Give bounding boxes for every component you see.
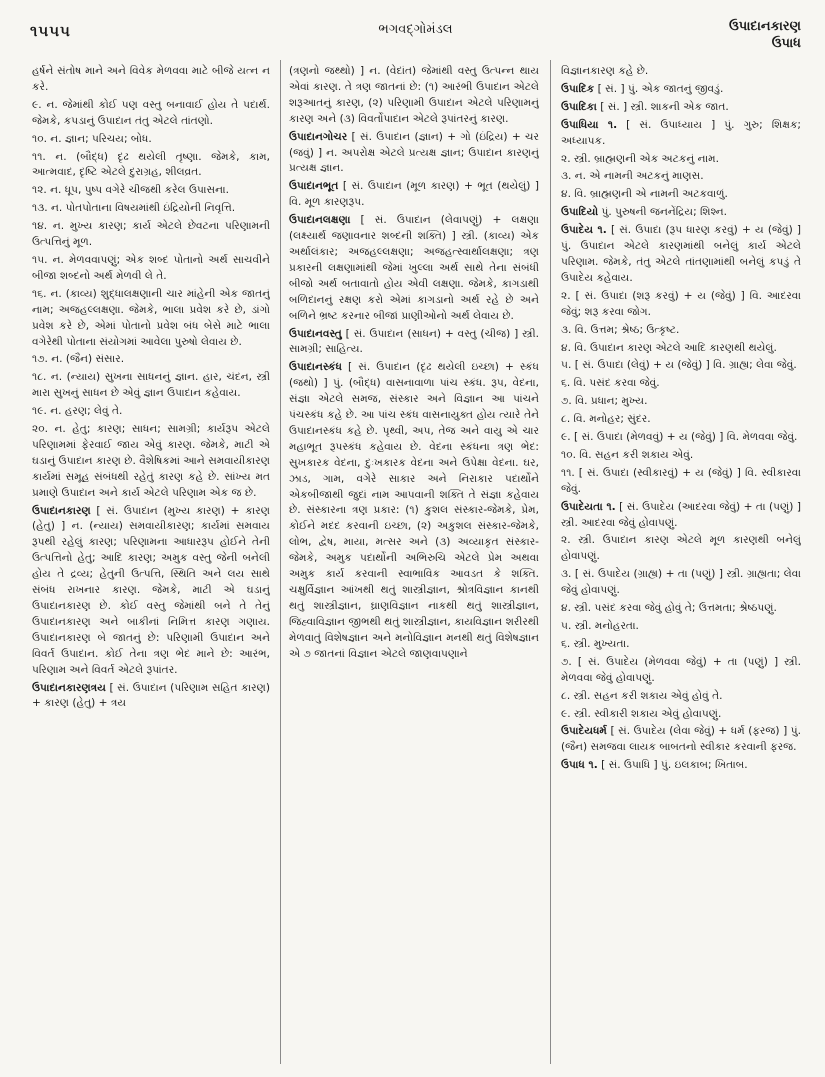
entry-definition: ૩. ન. એ નામની અટકનું માણસ. bbox=[561, 170, 704, 183]
entry-headword: ઉપાદાનકારણત્રય bbox=[32, 681, 106, 694]
dictionary-entry bbox=[561, 412, 801, 428]
entry-definition: ૧૧. [ સં. ઉપાદા (સ્વીકારવું) + ય (જેવું) ] વિ. સ્વીકારવા જેવું. bbox=[561, 466, 801, 495]
entry-headword: ઉપાધિયા ૧. bbox=[561, 118, 618, 131]
column-divider bbox=[550, 60, 551, 1064]
entry-definition: ૪. સ્ત્રી. પસંદ કરવા જેવું હોવું તે; ઉત્તમતા; શ્રેષ્ઠપણું. bbox=[561, 602, 777, 615]
entry-headword: ઉપાદાનસ્કંધ bbox=[289, 361, 342, 374]
dictionary-entry bbox=[289, 213, 539, 324]
entry-definition: ૫. [ સં. ઉપાદા (લેવું) + ય (જેવું) ] વિ. ગ્રાહ્ય; લેવા જેવું. bbox=[561, 359, 797, 372]
dictionary-entry bbox=[561, 323, 801, 339]
entry-headword: ઉપાદિક bbox=[561, 82, 595, 95]
dictionary-entry bbox=[561, 187, 801, 203]
entry-definition: ૩. [ સં. ઉપાદેય (ગ્રાહ્ય) + તા (પણું) ] સ્ત્રી. ગ્રાહ્યતા; લેવા જેવું હોવાપણું. bbox=[561, 568, 801, 597]
entry-definition: [ સં. ઉપાદેય (લેવા જેવું) + ધર્મ (ફરજ) ] પું. (જૈન) સમજવા લાયક બાબતનો સ્વીકાર કરવાની ફરજ. bbox=[561, 725, 801, 754]
entry-headword: ઉપાદેયધર્મ bbox=[561, 725, 607, 738]
entry-definition: ૮. વિ. મનોહર; સુંદર. bbox=[561, 413, 651, 426]
entry-definition: ૨. [ સં. ઉપાદા (શરૂ કરવું) + ય (જેવું) ] વિ. આદરવા જેવું; શરૂ કરવા જોગ. bbox=[561, 289, 801, 318]
entry-definition: ૧૬. ન. (કાવ્ય) શુદ્ધાલક્ષણાની ચાર માંહેની એક જાતનું નામ; અજહલ્લક્ષણા. જેમકે, ભાલા પ્રવેશ કરે છે, ડાંગો પ્રવેશ કરે છે, એમાં પોતાનો પ્રવેશ બંધ બેસે માટે ભાલા વગેરેથી પોતાના સંયોગમાં આવેલા પુરુષો લેવાય છે. bbox=[32, 287, 270, 348]
dictionary-entry bbox=[289, 64, 539, 128]
entry-headword: ઉપાદિયો bbox=[561, 206, 599, 219]
guide-word-first: ઉપાદાનકારણ bbox=[728, 19, 801, 34]
entry-definition: ૧૨. ન. ધૂપ, પુષ્પ વગેરે ચીજથી કરેલ ઉપાસના. bbox=[32, 184, 229, 197]
page-title: ભગવદ્ગોમંડલ bbox=[378, 22, 453, 37]
column-divider bbox=[280, 60, 281, 1064]
dictionary-entry bbox=[32, 201, 270, 217]
entry-definition: [ સં. ઉપાદાન (દૃઢ થયેલી ઇચ્છા) + સ્કંધ (જથો) ] પું. (બૌદ્ધ) વાસનાવાળા પાંચ સ્કંધ. રૂપ, વેદના, સંજ્ઞા એટલે સમજ, સંસ્કાર અને વિજ્ઞાન આ પાંચને પંચસ્કંધ કહે છે. આ પાંચ સ્કંધ વાસનાયુક્ત હોય ત્યારે તેને ઉપાદાનસ્કંધ કહે છે. પૃથ્વી, અપ, તેજ અને વાયુ એ ચાર મહાભૂત રૂપસ્કંધ કહેવાય છે. વેદના સ્કંધના ત્રણ ભેદ: સુખકારક વેદના, દુઃખકારક વેદના અને ઉપેક્ષા વેદના. ઘર, ઝાડ, ગામ, વગેરે સાકાર અને નિરાકાર પદાર્થોને એકબીજાથી જુદાં નામ આપવાની શક્તિ તે સંજ્ઞા કહેવાય છે. સંસ્કારના ત્રણ પ્રકાર: (૧) કુશલ સંસ્કાર-જેમકે, પ્રેમ, કોઈને મદદ કરવાની ઇચ્છા, (૨) અકુશલ સંસ્કાર-જેમકે, લોભ, દ્વેષ, માયા, મત્સર અને (૩) અવ્યાકૃત સંસ્કાર-જેમકે, અમુક પદાર્થોની અભિરુચિ એટલે પ્રેમ અથવા અમુક કાર્ય કરવાની સ્વાભાવિક આવડત કે શક્તિ. ચક્ષુર્વિજ્ઞાન આંખથી થતું શાસ્ત્રીજ્ઞાન, શ્રોત્રવિજ્ઞાન કાનથી થતું શાસ્ત્રીજ્ઞાન, ઘ્રાણવિજ્ઞાન નાકથી થતું શાસ્ત્રીજ્ઞાન, જિહ્વાવિજ્ઞાન જીભથી થતું શાસ્ત્રીજ્ઞાન, કાયવિજ્ઞાન શરીરથી મેળવાતું વિશેષજ્ઞાન અને મનોવિજ્ઞાન મનથી થતું વિશેષજ્ઞાન એ ૭ જાતનાં વિજ્ઞાન એટલે જાણવાપણાને bbox=[289, 361, 539, 660]
entry-definition: ૧૩. ન. પોતપોતાના વિષયમાંથી ઇંદ્રિયોની નિવૃત્તિ. bbox=[32, 202, 236, 215]
entry-definition: ૬. વિ. પસંદ કરવા જેવું. bbox=[561, 377, 660, 390]
dictionary-entry bbox=[289, 179, 539, 211]
entry-definition: [ સં. ઉપાદાન (પરિણામ સહિત કારણ) + કારણ (હેતુ) + ત્રય bbox=[32, 681, 270, 710]
entry-definition: ૧૦. ન. જ્ઞાન; પરિચય; બોધ. bbox=[32, 132, 152, 145]
entry-definition: ૯. સ્ત્રી. સ્વીકારી શકાય એવું હોવાપણું. bbox=[561, 707, 722, 720]
dictionary-entry bbox=[561, 152, 801, 168]
entry-definition: ૧૯. ન. હરણ; લેવું તે. bbox=[32, 405, 123, 418]
dictionary-entry bbox=[32, 287, 270, 351]
dictionary-entry bbox=[561, 169, 801, 185]
entry-definition: ૪. વિ. બ્રાહ્મણની એ નામની અટકવાળું. bbox=[561, 188, 728, 201]
entry-definition: [ સં. ઉપાધ્યાય ] પું. ગુરુ; શિક્ષક; અધ્યાપક. bbox=[561, 118, 801, 147]
entry-headword: ઉપાદેયતા ૧. bbox=[561, 500, 616, 513]
dictionary-entry bbox=[561, 533, 801, 565]
dictionary-entry bbox=[561, 100, 801, 116]
dictionary-entry bbox=[561, 118, 801, 150]
entry-definition: પું. પુરુષની જનનેંદ્રિય; શિશ્ન. bbox=[598, 206, 728, 219]
entry-definition: ૧૦. વિ. સહન કરી શકાય એવું. bbox=[561, 448, 694, 461]
entry-definition: ૨. સ્ત્રી. બ્રાહ્મણની એક અટકનું નામ. bbox=[561, 152, 719, 165]
dictionary-entry bbox=[289, 327, 539, 359]
dictionary-entry bbox=[561, 82, 801, 98]
column-right bbox=[561, 64, 801, 1064]
dictionary-entry bbox=[32, 422, 270, 502]
entry-headword: ઉપાધ ૧. bbox=[561, 759, 598, 772]
dictionary-entry bbox=[561, 376, 801, 392]
dictionary-entry bbox=[561, 689, 801, 705]
dictionary-entry bbox=[561, 567, 801, 599]
dictionary-entry bbox=[561, 64, 801, 80]
entry-definition: [ સં. ઉપાધિ ] પું. ઇલકાબ; ખિતાબ. bbox=[597, 759, 748, 772]
column-left bbox=[32, 64, 270, 1064]
dictionary-entry bbox=[561, 358, 801, 374]
dictionary-entry bbox=[561, 205, 801, 221]
entry-definition: ૮. સ્ત્રી. સહન કરી શકાય એવું હોવું તે. bbox=[561, 689, 723, 702]
entry-headword: ઉપાદાનભૂત bbox=[289, 180, 339, 193]
dictionary-entry bbox=[32, 219, 270, 251]
guide-words bbox=[729, 18, 801, 52]
guide-word-last: ઉપાધ bbox=[771, 36, 801, 51]
entry-definition: [ સં. ઉપાદાન (જ્ઞાન) + ગો (ઇંદ્રિય) + ચર (જવું) ] ન. અપરોક્ષ એટલે પ્રત્યક્ષ જ્ઞાન; ઉપાદાન કારણનું પ્રત્યક્ષ જ્ઞાન. bbox=[289, 130, 539, 175]
entry-definition: ૨૦. ન. હેતુ; કારણ; સાધન; સામગ્રી; કાર્યરૂપ એટલે પરિણામમાં ફેરવાઈ જાય એવું કારણ. જેમકે, માટી એ ઘડાનું ઉપાદાન કારણ છે. વૈશેષિકમાં આને સમવાયીકારણ કાર્યમાં સમૂહ સંબંધથી રહેતું કારણ કહે છે. સાંખ્ય મત પ્રમાણે ઉપાદાન અને કાર્ય એટલે પરિણામ એક જ છે. bbox=[32, 423, 270, 499]
dictionary-entry bbox=[561, 724, 801, 756]
dictionary-entry bbox=[32, 504, 270, 679]
entry-definition: (ત્રણનો જથ્થો) ] ન. (વેદાંત) જેમાંથી વસ્તુ ઉત્પન્ન થાય એવાં કારણ. તે ત્રણ જાતનાં છે: (૧) આરંભી ઉપાદાન એટલે શરૂઆતનું કારણ, (૨) પરિણામી ઉપાદાન એટલે પરિણામનું કારણ અને (૩) વિવર્તોપાદાન એટલે રૂપાંતરનું કારણ. bbox=[289, 65, 539, 125]
entry-definition: ૨. સ્ત્રી. ઉપાદાન કારણ એટલે મૂળ કારણથી બનેલું હોવાપણું. bbox=[561, 534, 801, 563]
column-middle bbox=[289, 64, 539, 1064]
entry-headword: ઉપાદાનલક્ષણા bbox=[289, 214, 351, 227]
dictionary-entry bbox=[561, 500, 801, 532]
entry-definition: ૧૪. ન. મુખ્ય કારણ; કાર્ય એટલે છેવટના પરિણામની ઉત્પત્તિનું મૂળ. bbox=[32, 220, 270, 249]
entry-definition: ૭. [ સં. ઉપાદેય (મેળવવા જેવું) + તા (પણું) ] સ્ત્રી. મેળવવા જેવું હોવાપણું. bbox=[561, 655, 801, 684]
entry-definition: ૯. ન. જેમાંથી કોઈ પણ વસ્તુ બનાવાઈ હોય તે પદાર્થ. જેમકે, કપડાનું ઉપાદાન તંતુ એટલે તાંતણો. bbox=[32, 98, 270, 127]
entry-definition: ૫. સ્ત્રી. મનોહરતા. bbox=[561, 620, 639, 632]
entry-definition: [ સં. ઉપાદાન (મૂળ કારણ) + ભૂત (થયેલું) ] વિ. મૂળ કારણરૂપ. bbox=[289, 180, 539, 209]
entry-definition: [ સં. ઉપાદા (રૂપ ધારણ કરવું) + ય (જેવું) ] પું. ઉપાદાન એટલે કારણમાંથી બનેલું કાર્ય એટલે પરિણામ. જેમકે, તંતુ એટલે તાંતણામાંથી બનેલું કપડું તે ઉપાદેય કહેવાય. bbox=[561, 224, 801, 284]
entry-definition: ૯. [ સં. ઉપાદા (મેળવવું) + ય (જેવું) ] વિ. મેળવવા જેવું. bbox=[561, 431, 798, 444]
entry-headword: ઉપાદાનવસ્તુ bbox=[289, 327, 342, 340]
entry-headword: ઉપાદાનગોચર bbox=[289, 130, 348, 143]
dictionary-entry bbox=[561, 341, 801, 357]
dictionary-entry bbox=[32, 64, 270, 96]
entry-definition: ૧૫. ન. મેળવવાપણું; એક શબ્દ પોતાનો અર્થ સાચવીને બીજા શબ્દનો અર્થ મેળવી લે તે. bbox=[32, 253, 270, 282]
dictionary-entry bbox=[32, 132, 270, 148]
dictionary-entry bbox=[32, 370, 270, 402]
dictionary-entry bbox=[32, 404, 270, 420]
dictionary-entry bbox=[289, 360, 539, 662]
entry-definition: હર્ષને સંતોષ માને અને વિવેક મેળવવા માટે બીજે યત્ન ન કરે. bbox=[32, 65, 270, 93]
entry-definition: [ સં. ઉપાદાન (સાધન) + વસ્તુ (ચીજ) ] સ્ત્રી. સામગ્રી; સાહિત્ય. bbox=[289, 327, 539, 356]
entry-definition: ૧૮. ન. (ન્યાય) સુખના સાધનનું જ્ઞાન. હાર, ચંદન, સ્ત્રી મારા સુખનું સાધન છે એવું જ્ઞાન ઉપાદાન કહેવાય. bbox=[32, 371, 270, 400]
dictionary-entry bbox=[32, 98, 270, 130]
entry-definition: ૩. વિ. ઉત્તમ; શ્રેષ્ઠ; ઉત્કૃષ્ટ. bbox=[561, 323, 680, 336]
dictionary-entry bbox=[561, 289, 801, 321]
entry-definition: [ સં. ઉપાદેય (આદરવા જેવું) + તા (પણું) ] સ્ત્રી. આદરવા જેવું હોવાપણું. bbox=[561, 500, 801, 529]
entry-definition: ૬. સ્ત્રી. મુખ્યતા. bbox=[561, 637, 630, 650]
dictionary-entry bbox=[561, 448, 801, 464]
entry-definition: [ સં. ] સ્ત્રી. શાકની એક જાત. bbox=[596, 100, 729, 113]
dictionary-entry bbox=[32, 183, 270, 199]
entry-definition: ૧૧. ન. (બૌદ્ધ) દૃઢ થયેલી તૃષ્ણા. જેમકે, કામ, આત્મવાદ, દૃષ્ટિ એટલે દુરાગ્રહ, શીલવ્રત. bbox=[32, 150, 270, 179]
entry-definition: વિજ્ઞાનકારણ કહે છે. bbox=[561, 65, 649, 77]
entry-definition: [ સં. ઉપાદાન (મુખ્ય કારણ) + કારણ (હેતુ) ] ન. (ન્યાય) સમવાયીકારણ; કાર્યમાં સમવાય રૂપથી રહેલું કારણ; પરિણામના આધારરૂપ હોઈને તેની ઉત્પત્તિનો હેતુ; આદિ કારણ; અમુક વસ્તુ જેની બનેલી હોય તે દ્રવ્ય; હેતુની ઉત્પત્તિ, સ્થિતિ અને લય સાથે સંબંધ રાખનાર કારણ. જેમકે, માટી એ ઘડાનું ઉપાદાનકારણ છે. કોઈ વસ્તુ જેમાંથી બને તે તેનું ઉપાદાનકારણ અને બાકીનાં નિમિત્ત કારણ ગણાય. ઉપાદાનકારણ બે જાતનું છે: પરિણામી ઉપાદાન અને વિવર્ત ઉપાદાન. કોઈ તેના ત્રણ ભેદ માને છે: આરંભ, પરિણામ અને વિવર્ત એટલે રૂપાંતર. bbox=[32, 504, 270, 676]
entry-headword: ઉપાદેય ૧. bbox=[561, 224, 607, 237]
entry-definition: ૧૭. ન. (જૈન) સંસાર. bbox=[32, 353, 125, 366]
dictionary-entry bbox=[561, 601, 801, 617]
dictionary-entry bbox=[561, 430, 801, 446]
dictionary-entry bbox=[561, 637, 801, 653]
entry-definition: [ સં. ઉપાદાન (લેવાપણું) + લક્ષણા (લક્ષ્યાર્થ જણાવનાર શબ્દની શક્તિ) ] સ્ત્રી. (કાવ્ય) એક અર્થાલંકાર; અજહલ્લક્ષણા; અજહત્સ્વાર્થાલક્ષણા; ત્રણ પ્રકારની લક્ષણામાંથી જેમાં ખુલ્લા અર્થ સાથે તેના સંબંધી બીજો અર્થ બતાવાતો હોય એવી લક્ષણા. જેમકે, કાગડાથી બળિદાનનું રક્ષણ કરો એમાં કાગડાનો અર્થ રહે છે અને બળિને ભ્રષ્ટ કરનાર બીજાં પ્રાણીઓનો અર્થ લેવાય છે. bbox=[289, 214, 539, 322]
entry-definition: ૭. વિ. પ્રધાન; મુખ્ય. bbox=[561, 395, 648, 408]
page-header bbox=[30, 14, 801, 54]
entry-definition: ૪. વિ. ઉપાદાન કારણ એટલે આદિ કારણથી થયેલું. bbox=[561, 341, 777, 354]
dictionary-entry bbox=[289, 130, 539, 178]
dictionary-entry bbox=[32, 352, 270, 368]
dictionary-entry bbox=[561, 655, 801, 687]
dictionary-entry bbox=[32, 681, 270, 713]
dictionary-entry bbox=[561, 619, 801, 635]
dictionary-entry bbox=[32, 150, 270, 182]
dictionary-entry bbox=[561, 223, 801, 287]
entry-headword: ઉપાદિકા bbox=[561, 100, 597, 113]
dictionary-entry bbox=[561, 758, 801, 774]
dictionary-entry bbox=[32, 253, 270, 285]
entry-headword: ઉપાદાનકારણ bbox=[32, 504, 91, 517]
page-number: ૧૫૫૫ bbox=[30, 22, 71, 40]
dictionary-entry bbox=[561, 707, 801, 723]
dictionary-entry bbox=[561, 394, 801, 410]
entry-definition: [ સં. ] પું. એક જાતનું જીવડું. bbox=[594, 82, 724, 95]
dictionary-entry bbox=[561, 466, 801, 498]
